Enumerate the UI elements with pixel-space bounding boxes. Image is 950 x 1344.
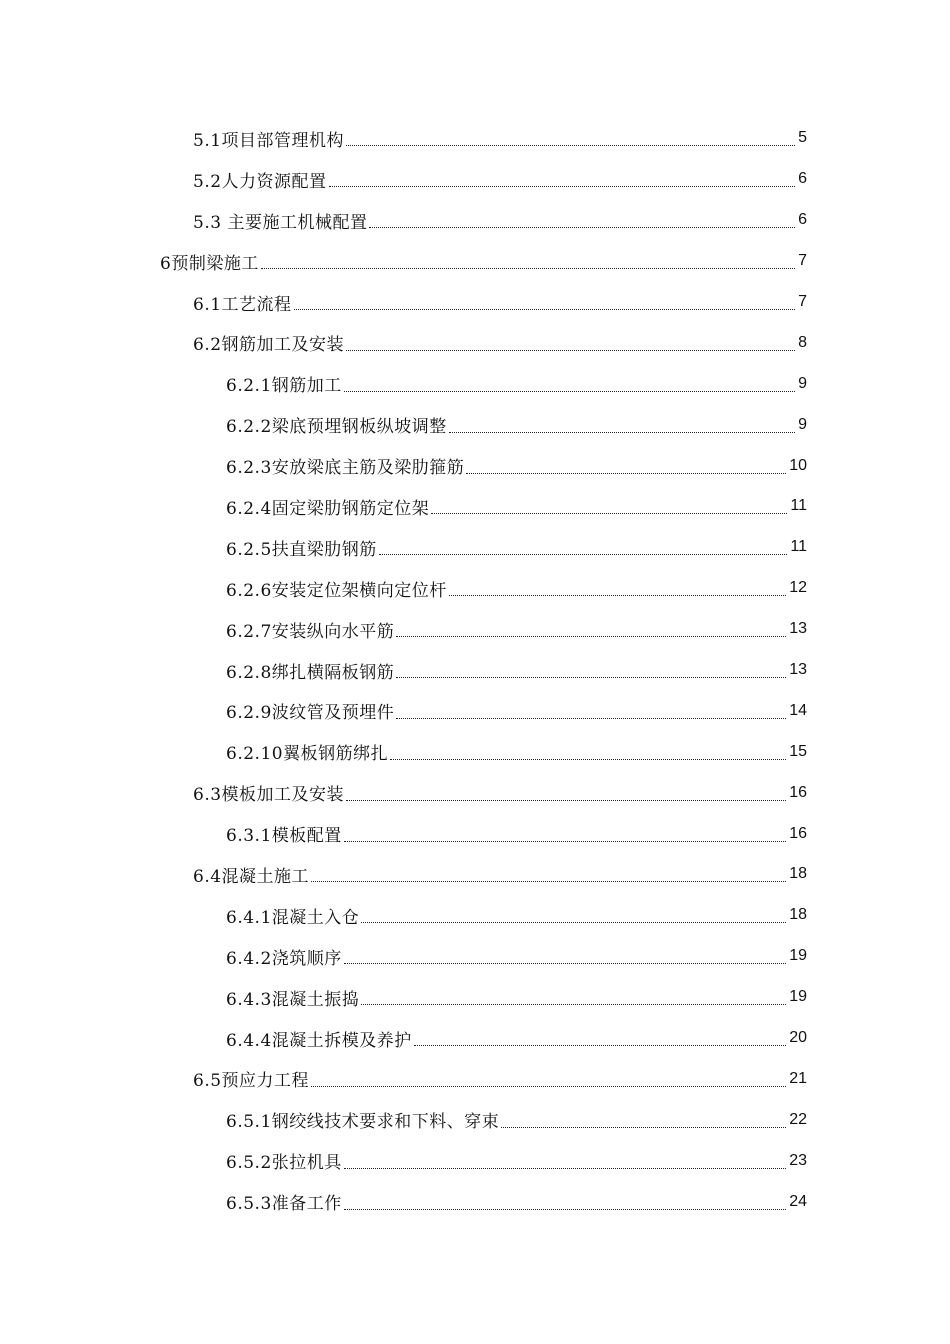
toc-page-number: 13	[789, 620, 807, 638]
toc-entry-title: 6.4混凝土施工	[193, 866, 310, 887]
toc-entry-title: 6.5.1钢绞线技术要求和下料、穿束	[226, 1112, 500, 1133]
dot-leader	[396, 676, 786, 678]
toc-entry[interactable]	[193, 1058, 807, 1099]
dot-leader	[294, 308, 796, 310]
toc-entry[interactable]	[226, 977, 807, 1018]
toc-entry[interactable]	[226, 731, 807, 772]
toc-entry[interactable]	[193, 772, 807, 813]
toc-entry-title: 6.2.7安装纵向水平筋	[226, 621, 395, 642]
toc-entry-title: 6.4.2浇筑顺序	[226, 948, 342, 969]
dot-leader	[431, 512, 787, 514]
toc-entry-title: 6预制梁施工	[160, 253, 259, 274]
toc-entry-title: 6.2.8绑扎横隔板钢筋	[226, 662, 395, 683]
toc-page-number: 21	[789, 1069, 807, 1087]
toc-entry-title: 6.3.1模板配置	[226, 826, 342, 847]
toc-entry[interactable]	[193, 322, 807, 363]
dot-leader	[344, 840, 786, 842]
dot-leader	[346, 799, 786, 801]
toc-entry[interactable]	[160, 241, 807, 282]
toc-entry[interactable]	[226, 445, 807, 486]
toc-page-number: 12	[789, 579, 807, 597]
toc-entry[interactable]	[226, 813, 807, 854]
dot-leader	[379, 553, 788, 555]
toc-page-number: 23	[789, 1151, 807, 1169]
toc-entry[interactable]	[226, 1140, 807, 1181]
toc-entry[interactable]	[226, 404, 807, 445]
toc-page-number: 13	[789, 661, 807, 679]
toc-page-number: 18	[789, 865, 807, 883]
toc-entry-title: 6.3模板加工及安装	[193, 785, 345, 806]
toc-entry[interactable]	[226, 1181, 807, 1222]
toc-entry-title: 5.3 主要施工机械配置	[193, 212, 368, 233]
toc-page-number: 5	[798, 129, 807, 147]
toc-entry-title: 6.4.1混凝土入仓	[226, 907, 360, 928]
dot-leader	[361, 921, 786, 923]
toc-page-number: 16	[789, 783, 807, 801]
toc-entry-title: 6.2.4固定梁肋钢筋定位架	[226, 498, 430, 519]
dot-leader	[390, 758, 786, 760]
toc-entry-title: 6.2钢筋加工及安装	[193, 335, 345, 356]
toc-entry[interactable]	[226, 363, 807, 404]
dot-leader	[361, 1003, 786, 1005]
toc-entry[interactable]	[226, 1018, 807, 1059]
dot-leader	[344, 1208, 786, 1210]
dot-leader	[396, 717, 786, 719]
dot-leader	[501, 1126, 786, 1128]
dot-leader	[261, 267, 795, 269]
dot-leader	[346, 144, 795, 146]
toc-entry-title: 6.5预应力工程	[193, 1071, 310, 1092]
toc-page-number: 7	[798, 293, 807, 310]
toc-page-number: 11	[790, 538, 807, 556]
toc-page-number: 20	[789, 1029, 807, 1047]
dot-leader	[311, 1085, 786, 1087]
dot-leader	[344, 390, 795, 392]
dot-leader	[449, 594, 786, 596]
toc-entry[interactable]	[226, 895, 807, 936]
toc-entry[interactable]	[226, 527, 807, 568]
toc-page-number: 9	[798, 374, 807, 392]
toc-entry-title: 6.2.10翼板钢筋绑扎	[226, 744, 389, 765]
toc-entry[interactable]	[226, 609, 807, 650]
toc-page-number: 16	[789, 824, 807, 842]
toc-page-number: 18	[789, 906, 807, 924]
toc-page-number: 11	[790, 497, 807, 515]
toc-entry-title: 6.1工艺流程	[193, 294, 292, 315]
toc-page-number: 6	[798, 170, 807, 188]
toc-entry[interactable]	[226, 486, 807, 527]
toc-entry[interactable]	[193, 854, 807, 895]
toc-entry[interactable]	[193, 159, 807, 200]
toc-page-number: 9	[798, 415, 807, 433]
toc-page-number: 19	[789, 988, 807, 1006]
toc-entry[interactable]	[193, 118, 807, 159]
toc-page-number: 19	[789, 947, 807, 965]
toc-entry-title: 6.5.3准备工作	[226, 1194, 342, 1215]
toc-entry-title: 5.1项目部管理机构	[193, 130, 345, 151]
dot-leader	[344, 1167, 786, 1169]
dot-leader	[466, 472, 786, 474]
dot-leader	[311, 880, 786, 882]
toc-entry-title: 6.4.4混凝土拆模及养护	[226, 1030, 412, 1051]
dot-leader	[396, 635, 786, 637]
toc-page-number: 22	[789, 1110, 807, 1128]
toc-entry-title: 6.2.5扶直梁肋钢筋	[226, 539, 377, 560]
toc-entry-title: 6.5.2张拉机具	[226, 1153, 342, 1174]
toc-page-number: 10	[789, 456, 807, 474]
toc-entry[interactable]	[226, 650, 807, 691]
toc-entry[interactable]	[226, 568, 807, 609]
toc-page-number: 8	[798, 333, 807, 351]
dot-leader	[369, 226, 795, 228]
toc-entry[interactable]	[226, 936, 807, 977]
toc-page-number: 14	[789, 701, 807, 719]
toc-entry-title: 6.4.3混凝土振捣	[226, 989, 360, 1010]
toc-entry[interactable]	[193, 282, 807, 323]
toc-page-number: 7	[798, 252, 807, 270]
dot-leader	[449, 431, 795, 433]
dot-leader	[329, 185, 796, 187]
toc-entry-title: 6.2.1钢筋加工	[226, 376, 342, 397]
toc-entry-title: 6.2.9波纹管及预埋件	[226, 703, 395, 724]
toc-page-number: 15	[789, 742, 807, 760]
toc-entry-title: 5.2人力资源配置	[193, 171, 327, 192]
toc-entry[interactable]	[226, 690, 807, 731]
toc-entry-title: 6.2.2梁底预埋钢板纵坡调整	[226, 417, 447, 438]
table-of-contents	[0, 118, 950, 1222]
toc-page-number: 6	[798, 211, 807, 229]
dot-leader	[346, 349, 795, 351]
toc-entry-title: 6.2.6安装定位架横向定位杆	[226, 580, 447, 601]
dot-leader	[344, 962, 786, 964]
toc-entry[interactable]	[193, 200, 807, 241]
toc-page-number: 24	[789, 1192, 807, 1210]
toc-entry-title: 6.2.3安放梁底主筋及梁肋箍筋	[226, 458, 465, 479]
toc-entry[interactable]	[226, 1099, 807, 1140]
dot-leader	[414, 1044, 786, 1046]
